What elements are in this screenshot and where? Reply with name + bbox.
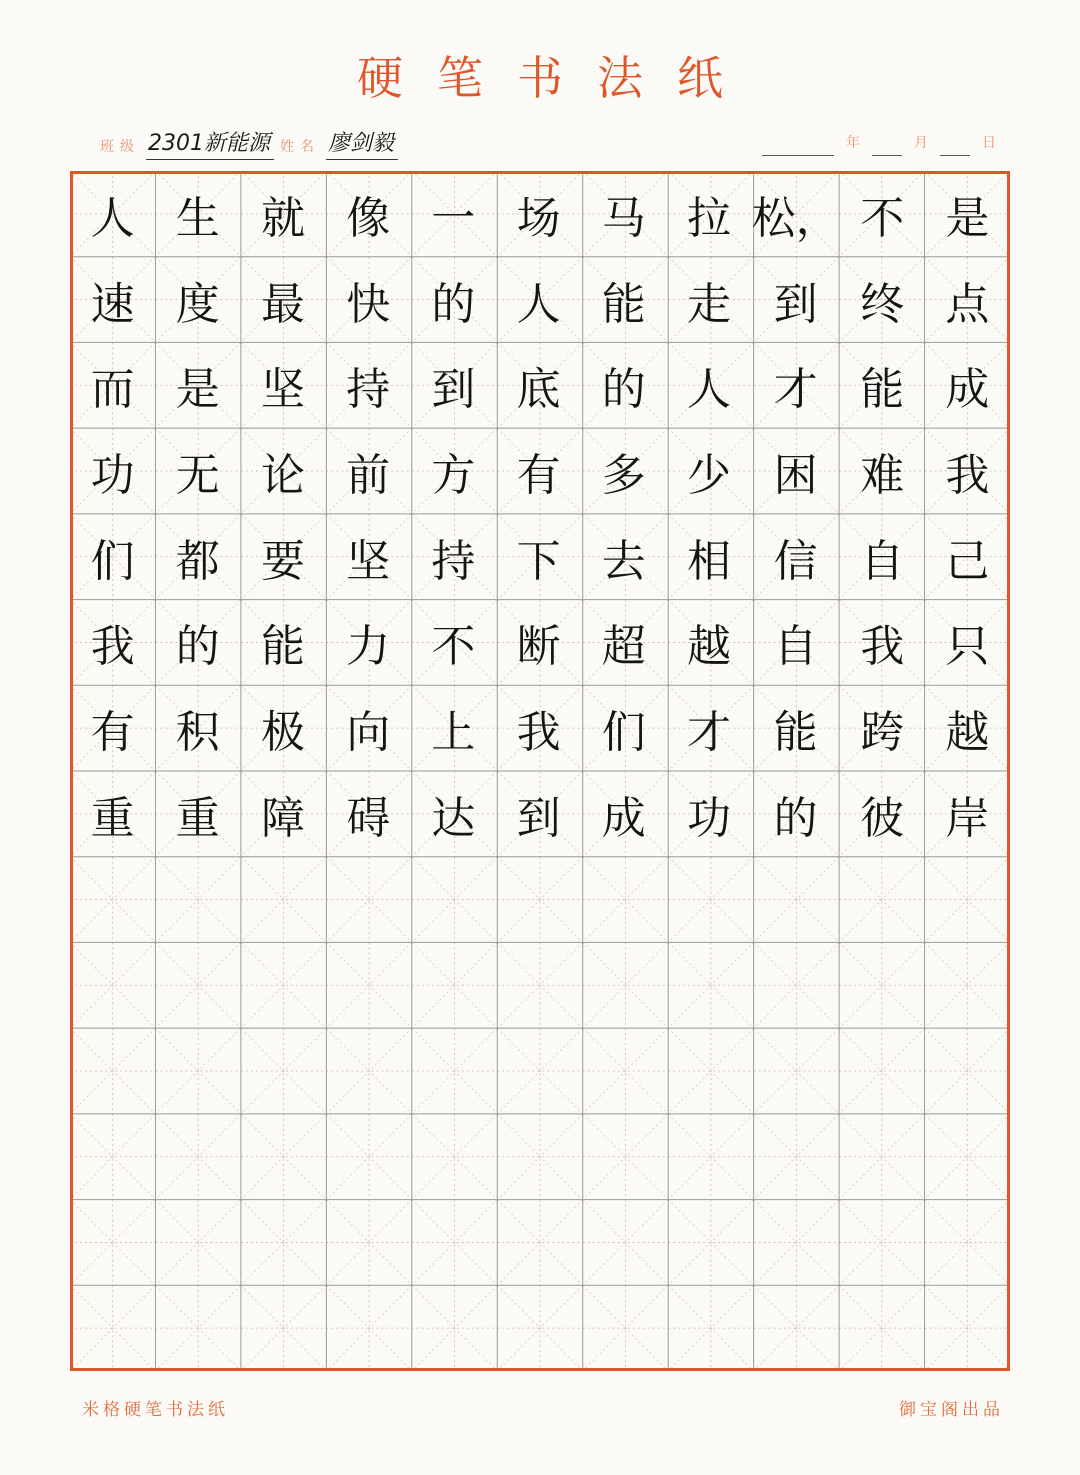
grid-cell: 向 [346,707,391,759]
grid-cell: 困 [773,449,818,501]
grid-cell [70,1285,155,1371]
grid-cell: 我 [945,449,990,501]
grid-cell: 成 [601,792,646,844]
handwriting-text [70,171,1010,1371]
grid-cell [925,942,1010,1028]
day-label: 日 [982,135,996,151]
grid-cell: 能 [260,621,305,673]
grid-cell [752,942,840,1028]
grid-cell: 相 [686,535,731,587]
grid-cell [752,857,840,943]
grid-cell: 速 [90,278,135,330]
grid-cell: 的 [773,792,818,844]
grid-cell [496,1285,581,1371]
grid-cell: 才 [686,707,731,759]
grid-cell [840,1028,925,1114]
grid-cell: 碍 [346,792,391,844]
grid-cell [70,1028,155,1114]
grid-cell: 快 [346,278,391,330]
grid-cell: 前 [346,449,391,501]
grid-cell [496,1200,581,1286]
grid-cell: 自 [773,621,818,673]
grid-cell [326,1285,411,1371]
grid-cell [496,857,581,943]
grid-cell [240,857,325,943]
grid-cell [155,857,240,943]
grid-cell [581,942,666,1028]
writing-grid [70,171,1010,1371]
grid-cell [581,857,666,943]
grid-cell: 功 [686,792,731,844]
grid-cell [326,1114,411,1200]
grid-cell [155,942,240,1028]
grid-cell: 能 [773,707,818,759]
grid-cell [752,1028,840,1114]
student-info [100,126,398,160]
grid-cell: 人 [90,192,135,244]
grid-cell: 坚 [260,364,305,416]
grid-cell [155,1114,240,1200]
grid-cell: 走 [686,278,731,330]
grid-cell [240,1114,325,1200]
grid-cell: 极 [260,707,305,759]
grid-cell: 不 [860,192,905,244]
grid-cell: 终 [860,278,905,330]
paper-type-label: 米格硬笔书法纸 [82,1400,229,1420]
grid-cell: 像 [346,192,391,244]
grid-cell: 信 [773,535,818,587]
grid-cell: 难 [860,449,905,501]
grid-cell [326,857,411,943]
grid-cell [496,1028,581,1114]
grid-cell: 只 [945,621,990,673]
grid-cell: 到 [516,792,561,844]
grid-cell: 而 [90,364,135,416]
grid-cell: 障 [260,792,305,844]
grid-cell [666,1028,751,1114]
grid-cell: 功 [90,449,135,501]
grid-cell: 坚 [346,535,391,587]
grid-cell [70,942,155,1028]
grid-cell: 就 [260,192,305,244]
grid-cell: 力 [346,621,391,673]
grid-cell: 断 [516,621,561,673]
grid-cell: 去 [601,535,646,587]
grid-cell: 方 [431,449,476,501]
grid-cell [70,1114,155,1200]
grid-cell [925,857,1010,943]
name-label: 姓名 [280,139,320,155]
grid-cell: 上 [431,707,476,759]
grid-cell [70,1200,155,1286]
grid-cell [411,1028,496,1114]
grid-cell: 重 [90,792,135,844]
grid-cell: 的 [601,364,646,416]
grid-cell [925,1285,1010,1371]
grid-cell [581,1028,666,1114]
grid-cell: 的 [431,278,476,330]
grid-cell [840,1285,925,1371]
year-blank [762,133,834,156]
grid-cell: 松， [751,192,840,244]
grid-cell [240,1028,325,1114]
grid-cell [496,942,581,1028]
grid-cell: 马 [601,192,646,244]
grid-cell: 有 [516,449,561,501]
grid-cell: 是 [175,364,220,416]
grid-cell [581,1200,666,1286]
grid-cell [326,942,411,1028]
grid-cell: 们 [90,535,135,587]
grid-cell [411,1200,496,1286]
grid-cell: 越 [686,621,731,673]
grid-cell: 们 [601,707,646,759]
grid-cell: 重 [175,792,220,844]
grid-cell: 才 [773,364,818,416]
grid-cell [840,1200,925,1286]
grid-cell [411,857,496,943]
grid-cell [666,1285,751,1371]
grid-cell: 场 [516,192,561,244]
grid-cell: 拉 [686,192,731,244]
grid-cell [666,1200,751,1286]
grid-cell: 都 [175,535,220,587]
grid-cell: 岸 [945,792,990,844]
grid-cell [326,1028,411,1114]
grid-cell: 自 [860,535,905,587]
grid-cell [411,942,496,1028]
grid-cell: 超 [601,621,646,673]
grid-cell: 到 [773,278,818,330]
month-blank [872,133,902,156]
grid-cell: 下 [516,535,561,587]
grid-cell: 达 [431,792,476,844]
grid-cell [496,1114,581,1200]
grid-cell: 点 [945,278,990,330]
grid-cell [240,1200,325,1286]
grid-cell [411,1114,496,1200]
grid-cell: 是 [945,192,990,244]
grid-cell: 积 [175,707,220,759]
grid-cell: 能 [860,364,905,416]
publisher-label: 御宝阁出品 [899,1400,1004,1420]
grid-cell [840,857,925,943]
grid-cell: 度 [175,278,220,330]
grid-cell: 的 [175,621,220,673]
grid-cell [155,1028,240,1114]
grid-cell [240,942,325,1028]
grid-cell: 越 [945,707,990,759]
grid-cell [752,1200,840,1286]
class-label: 班级 [100,139,140,155]
grid-cell: 有 [90,707,135,759]
grid-cell: 不 [431,621,476,673]
grid-cell [666,942,751,1028]
grid-cell: 最 [260,278,305,330]
grid-cell [752,1285,840,1371]
month-label: 月 [914,135,928,151]
grid-cell: 生 [175,192,220,244]
grid-cell: 人 [516,278,561,330]
page-title: 硬笔书法纸 [357,51,757,105]
grid-cell: 少 [686,449,731,501]
grid-cell: 持 [431,535,476,587]
grid-cell: 我 [90,621,135,673]
grid-cell: 论 [260,449,305,501]
grid-cell [326,1200,411,1286]
grid-cell: 一 [431,192,476,244]
grid-cell [840,942,925,1028]
grid-cell [925,1114,1010,1200]
day-blank [940,133,970,156]
grid-cell: 到 [431,364,476,416]
grid-cell [155,1200,240,1286]
grid-cell [411,1285,496,1371]
grid-cell [840,1114,925,1200]
grid-cell: 成 [945,364,990,416]
grid-cell: 底 [516,364,561,416]
grid-cell: 能 [601,278,646,330]
grid-cell: 跨 [860,707,905,759]
grid-cell [925,1200,1010,1286]
grid-cell [581,1114,666,1200]
name-value: 廖剑毅 [326,126,398,160]
date-fields [762,132,1006,156]
grid-cell: 彼 [860,792,905,844]
grid-cell: 无 [175,449,220,501]
grid-cell: 己 [945,535,990,587]
grid-cell [70,857,155,943]
grid-cell: 持 [346,364,391,416]
grid-cell [752,1114,840,1200]
class-value: 2301新能源 [146,126,274,160]
grid-cell: 我 [860,621,905,673]
grid-cell [666,1114,751,1200]
year-label: 年 [846,135,860,151]
grid-cell [155,1285,240,1371]
grid-cell: 我 [516,707,561,759]
grid-cell: 要 [260,535,305,587]
grid-cell [581,1285,666,1371]
grid-cell [240,1285,325,1371]
grid-cell [666,857,751,943]
grid-cell [925,1028,1010,1114]
grid-cell: 人 [686,364,731,416]
grid-cell: 多 [601,449,646,501]
